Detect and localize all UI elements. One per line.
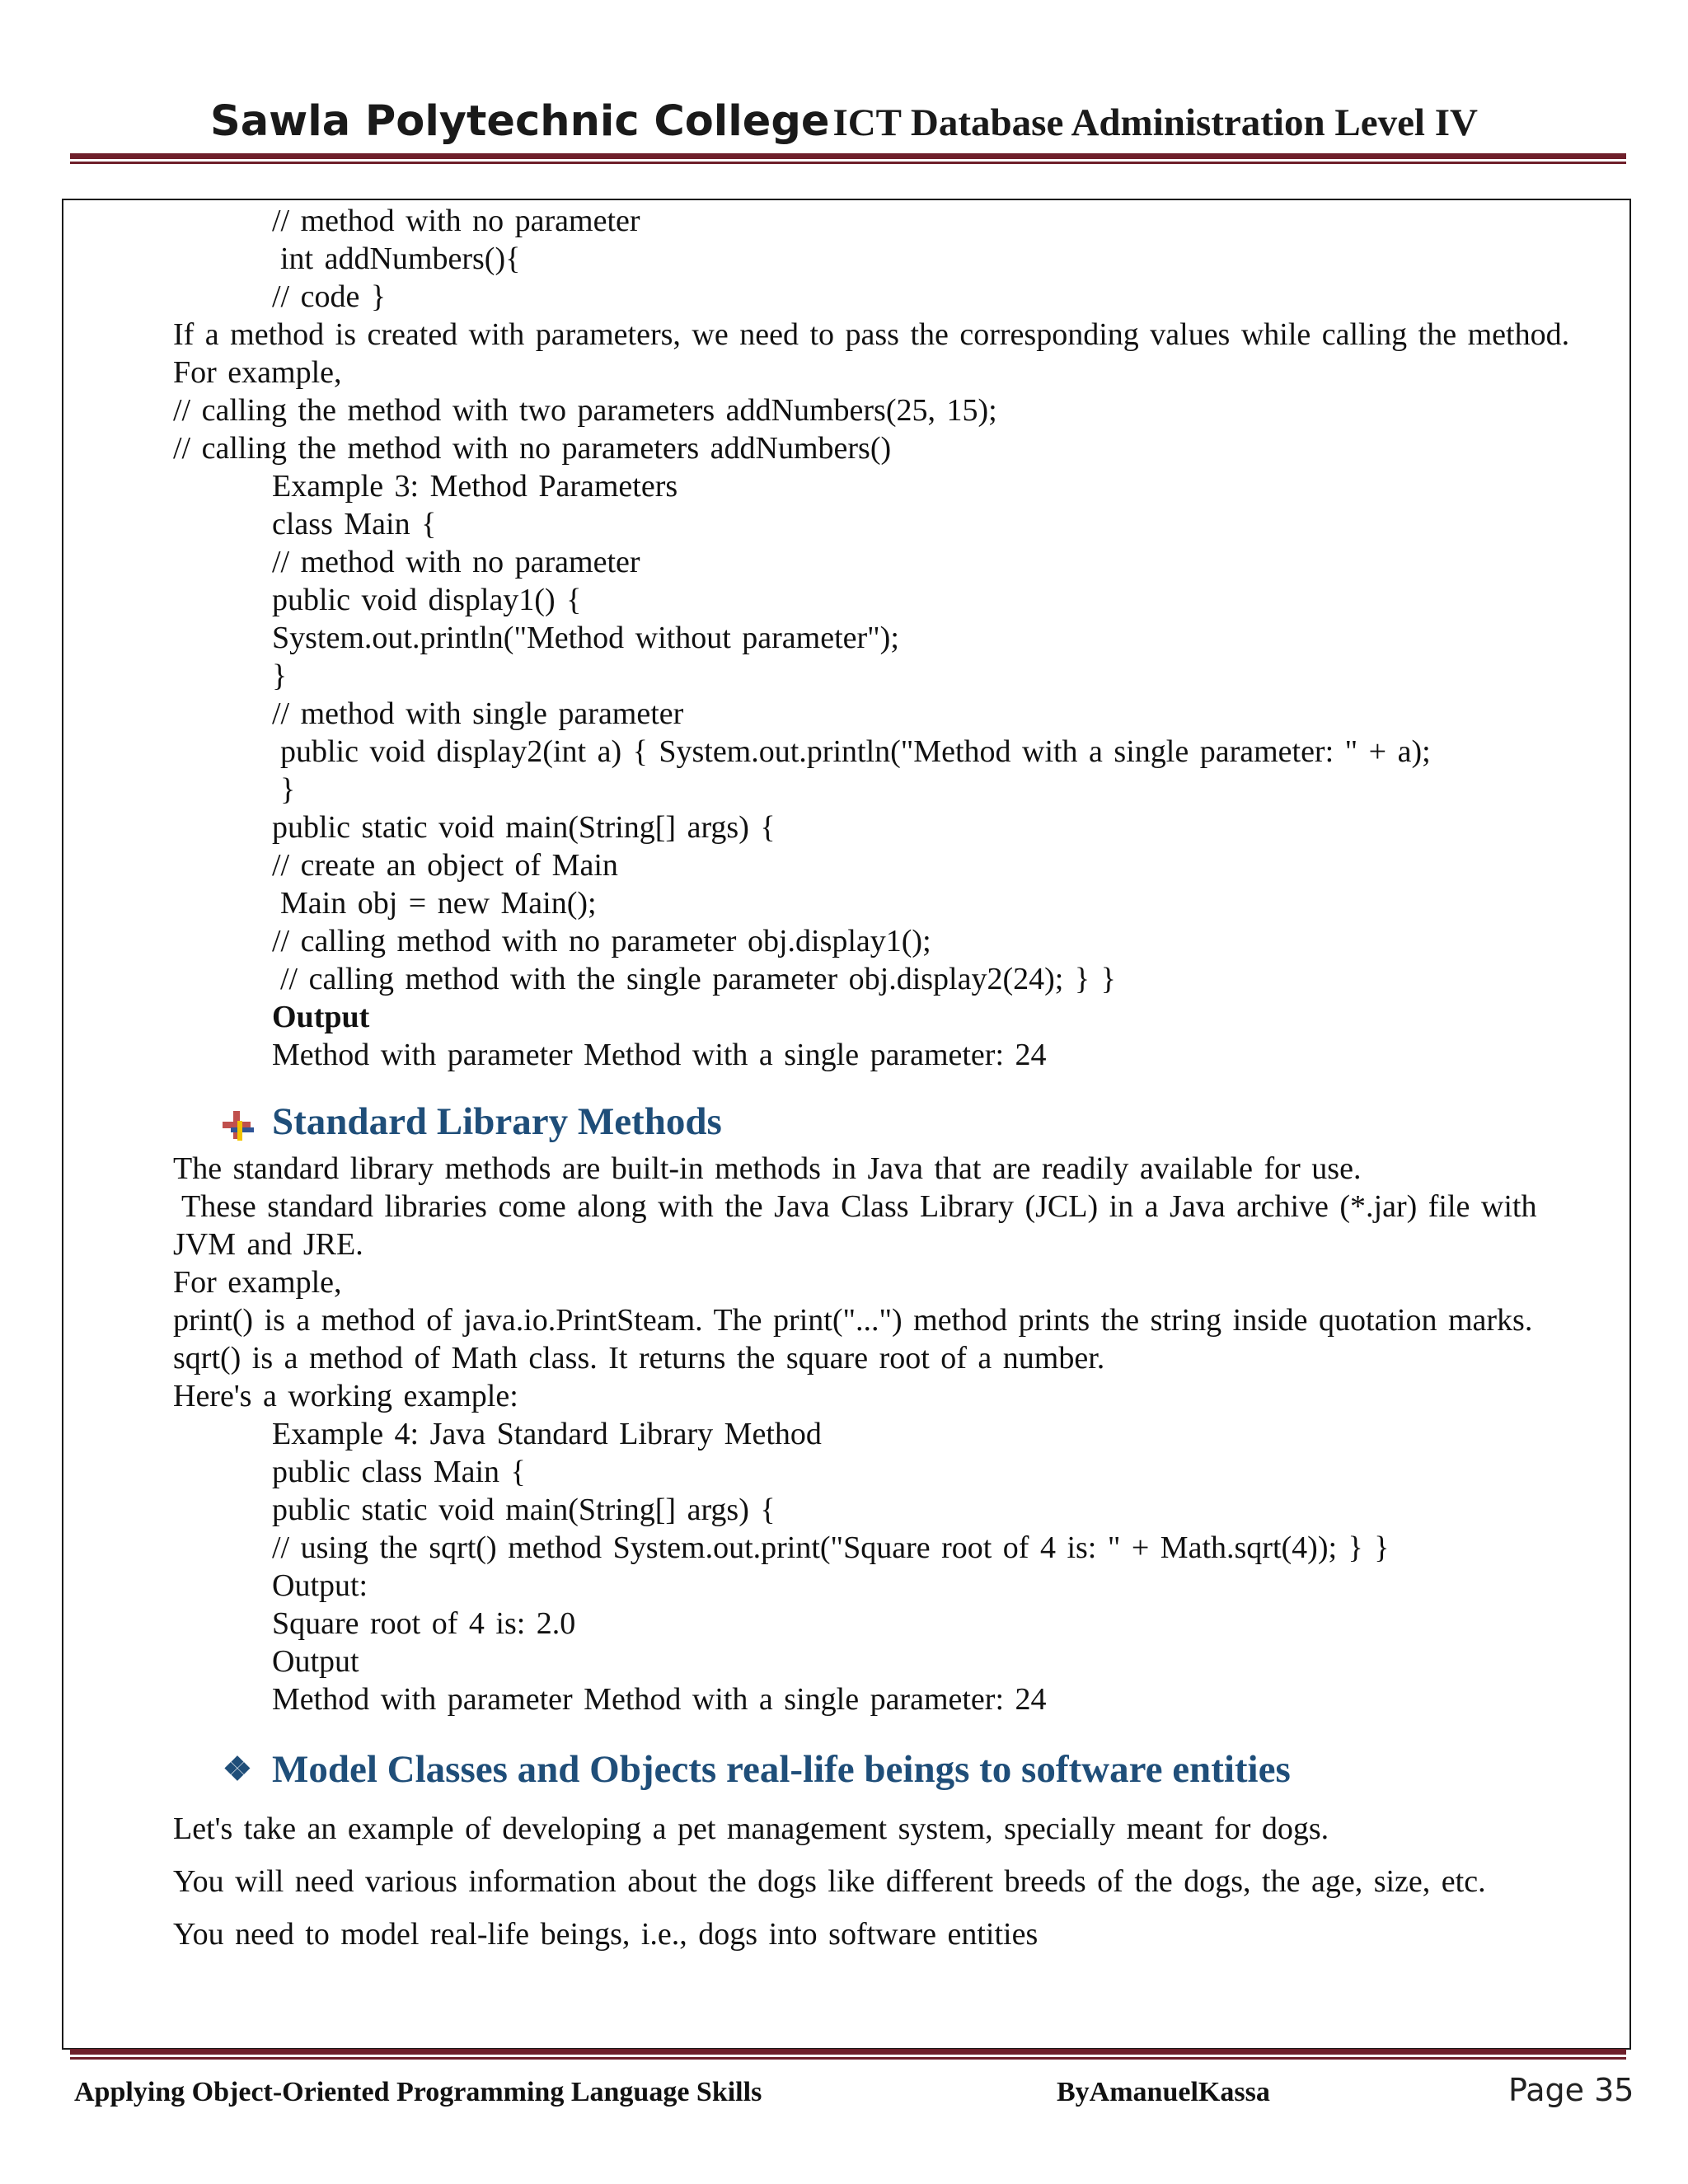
text-line: print() is a method of java.io.PrintSteam. The print("...") method prints the string inside quotation marks. (173, 1303, 1533, 1338)
text-line: If a method is created with parameters, we need to pass the corresponding values while calling the method. (173, 317, 1570, 352)
diamond-bullet-icon: ❖ (223, 1750, 252, 1788)
text-line: } (280, 772, 296, 807)
text-line: // method with single parameter (272, 696, 684, 731)
footer-rule-thick (70, 2049, 1626, 2055)
text-line: // method with no parameter (272, 204, 640, 238)
text-line: // method with no parameter (272, 545, 640, 579)
output-label: Output (272, 1000, 370, 1034)
text-line: public static void main(String[] args) { (272, 810, 776, 845)
page-number: Page 35 (1508, 2072, 1634, 2108)
text-line: // using the sqrt() method System.out.print("Square root of 4 is: " + Math.sqrt(4)); } } (272, 1530, 1390, 1565)
text-line: Square root of 4 is: 2.0 (272, 1606, 576, 1641)
text-line: Method with parameter Method with a single parameter: 24 (272, 1038, 1047, 1072)
text-line: sqrt() is a method of Math class. It returns the square root of a number. (173, 1341, 1105, 1376)
plus-bullet-icon (221, 1109, 256, 1142)
text-line: The standard library methods are built-in methods in Java that are readily available for use. (173, 1151, 1362, 1186)
footer-course-title: Applying Object-Oriented Programming Language Skills (74, 2077, 762, 2107)
footer-rule-thin (70, 2057, 1626, 2060)
section-heading-standard-library: Standard Library Methods (272, 1100, 722, 1143)
text-line: // calling the method with two parameters addNumbers(25, 15); (173, 393, 997, 428)
text-line: Let's take an example of developing a pet management system, specially meant for dogs. (173, 1811, 1329, 1846)
text-line: You need to model real-life beings, i.e., dogs into software entities (173, 1917, 1039, 1952)
text-line: For example, (173, 355, 342, 390)
header-rule-thin (70, 162, 1626, 164)
text-line: For example, (173, 1265, 342, 1300)
text-line: These standard libraries come along with the Java Class Library (JCL) in a Java archive (*.jar) file with (181, 1189, 1537, 1224)
text-line: // code } (272, 279, 387, 314)
text-line: } (272, 658, 288, 693)
text-line: public static void main(String[] args) { (272, 1493, 776, 1527)
header-rule-thick (70, 153, 1626, 159)
text-line: // calling method with no parameter obj.display1(); (272, 924, 931, 958)
footer-author: ByAmanuelKassa (1057, 2077, 1270, 2107)
page-header-title (0, 97, 1688, 146)
text-line: // calling the method with no parameters addNumbers() (173, 431, 892, 466)
text-line: Example 3: Method Parameters (272, 469, 678, 504)
text-line: Example 4: Java Standard Library Method (272, 1417, 822, 1451)
text-line: public void display2(int a) { System.out.println("Method with a single parameter: " + a); (280, 734, 1431, 769)
section-heading-model-classes: Model Classes and Objects real-life beings to software entities (272, 1748, 1291, 1791)
text-line: int addNumbers(){ (280, 241, 521, 276)
text-line: Method with parameter Method with a single parameter: 24 (272, 1682, 1047, 1717)
text-line: Here's a working example: (173, 1379, 518, 1413)
college-name: Sawla Polytechnic College (210, 97, 830, 146)
text-line: Output: (272, 1568, 368, 1603)
text-line: Main obj = new Main(); (280, 886, 597, 921)
text-line: // calling method with the single parameter obj.display2(24); } } (280, 962, 1116, 996)
text-line: public void display1() { (272, 583, 582, 617)
course-name: ICT Database Administration Level IV (832, 101, 1478, 144)
text-line: Output (272, 1644, 359, 1679)
text-line: System.out.println("Method without parameter"); (272, 621, 899, 655)
text-line: class Main { (272, 507, 437, 541)
text-line: You will need various information about the dogs like different breeds of the dogs, the age, size, etc. (173, 1864, 1486, 1899)
text-line: // create an object of Main (272, 848, 618, 883)
text-line: JVM and JRE. (173, 1227, 363, 1262)
text-line: public class Main { (272, 1455, 526, 1489)
